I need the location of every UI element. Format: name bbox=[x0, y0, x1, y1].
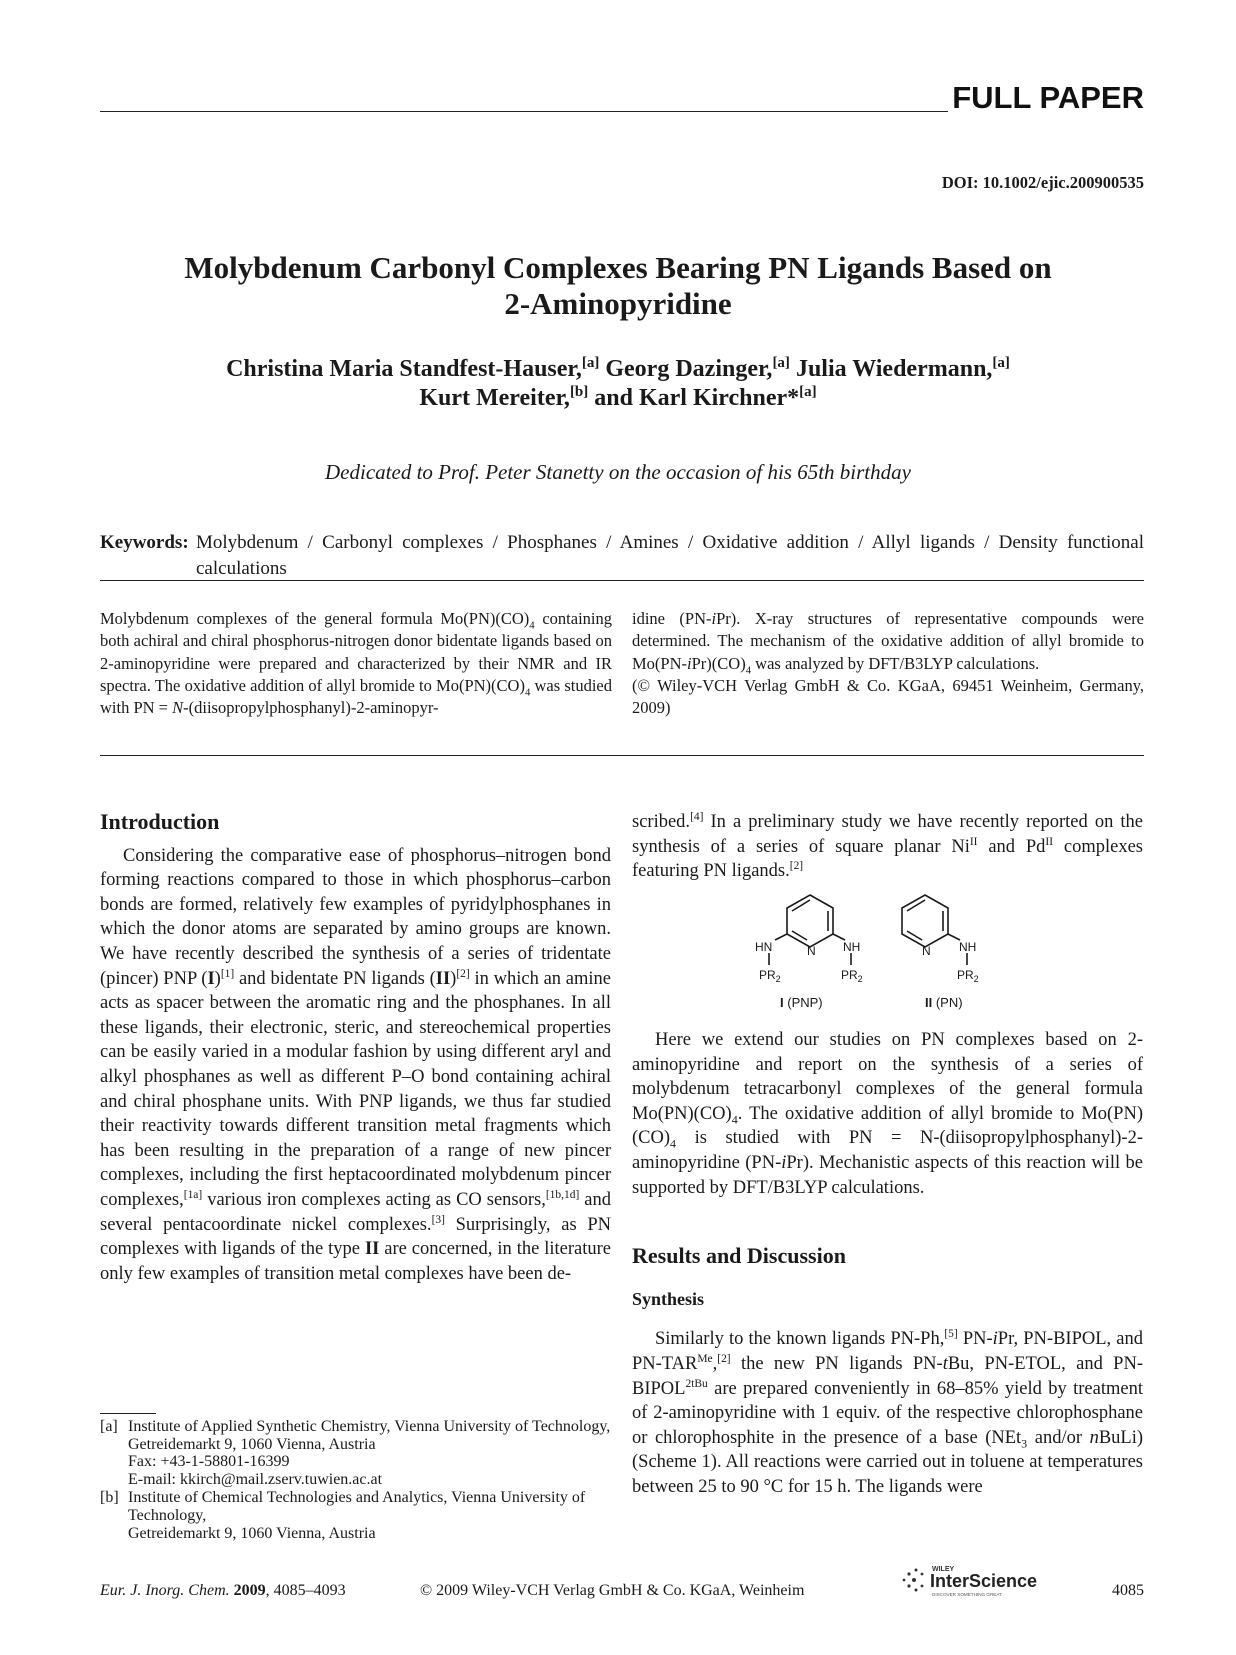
italic-text: i bbox=[711, 609, 717, 628]
italic-text: i bbox=[687, 653, 692, 673]
abstract-text: Pr). X-ray structures of representative compounds were determined. The mechanism of the oxidative addition of allyl bromide to Mo(PN- bbox=[632, 609, 1145, 673]
ligand-structures bbox=[755, 885, 1005, 1015]
superscript: II bbox=[969, 835, 978, 848]
citation[interactable]: [3] bbox=[431, 1213, 445, 1226]
dedication: Dedicated to Prof. Peter Stanetty on the occasion of his 65th birthday bbox=[325, 460, 911, 484]
affiliation-mark: [b] bbox=[100, 1489, 119, 1507]
pyridine-ring bbox=[787, 895, 833, 947]
author-name: Julia Wiedermann, bbox=[789, 356, 993, 382]
body-text: and several pentacoordinate nickel complexes. bbox=[100, 1189, 611, 1235]
affiliation-line: Institute of Chemical Technologies and Analytics, Vienna University of Technology, bbox=[128, 1489, 586, 1524]
pyridine-ring bbox=[902, 895, 948, 947]
body-text: In a preliminary study we have recently reported on the synthesis of a series of square planar Ni bbox=[632, 812, 1143, 857]
citation[interactable]: [1a] bbox=[183, 1188, 203, 1201]
body-text: the new PN ligands PN- bbox=[730, 1353, 943, 1374]
author-line bbox=[120, 355, 1116, 384]
author-name: Christina Maria Standfest-Hauser, bbox=[226, 356, 582, 382]
doi[interactable]: DOI: 10.1002/ejic.200900535 bbox=[941, 173, 1144, 192]
section-heading: Results and Discussion bbox=[632, 1243, 846, 1269]
n-label: N bbox=[807, 944, 816, 958]
affiliation-mark: [a] bbox=[581, 355, 600, 371]
subscript: 4 bbox=[670, 1137, 677, 1152]
body-text: is studied with PN = N-(diisopropylphosphanyl)-2-aminopyridine (PN- bbox=[632, 1128, 1143, 1173]
author-name: and Karl Kirchner* bbox=[588, 385, 800, 411]
nh-label: NH bbox=[959, 940, 977, 954]
subsection-heading: Synthesis bbox=[632, 1288, 705, 1309]
section-heading: Introduction bbox=[100, 809, 220, 834]
bold-text: II bbox=[364, 1239, 380, 1260]
title-line: 2-Aminopyridine bbox=[504, 286, 732, 321]
citation[interactable]: [2] bbox=[456, 967, 470, 980]
email-link[interactable]: E-mail: kkirch@mail.zserv.tuwien.ac.at bbox=[128, 1470, 383, 1488]
abstract-text: was analyzed by DFT/B3LYP calculations. bbox=[751, 653, 1040, 673]
italic-text: n bbox=[1089, 1427, 1099, 1448]
paragraph bbox=[632, 1327, 1143, 1499]
abstract-text: containing both achiral and chiral phosphorus-nitrogen donor bidentate ligands based on 2-aminopyridine were prepared and characterized by their NMR and IR spectra. The oxidative addition of allyl bromide to Mo(PN)(CO) bbox=[100, 609, 612, 695]
body-text: complexes featuring PN ligands. bbox=[632, 836, 1143, 882]
subscript: 4 bbox=[731, 1112, 738, 1127]
affiliation-line: Getreidemarkt 9, 1060 Vienna, Austria bbox=[128, 1524, 376, 1542]
bold-text: I bbox=[207, 968, 215, 989]
pr2-label: $PR_2$ bbox=[957, 968, 979, 984]
abstract-left bbox=[100, 608, 612, 719]
paragraph-continued bbox=[632, 810, 1143, 884]
wiley-interscience-logo bbox=[900, 1560, 1075, 1600]
n-label: N bbox=[922, 944, 931, 958]
pr2-label: $PR_2$ bbox=[759, 968, 781, 984]
body-text: BuLi) (Scheme 1). All reactions were carried out in toluene at temperatures between 25 to 90 °C for 15 h. The ligands were bbox=[632, 1427, 1144, 1497]
abstract-text: Pr)(CO) bbox=[691, 653, 746, 673]
body-text: Surprisingly, as PN complexes with ligands of the type bbox=[100, 1214, 611, 1260]
affiliations bbox=[100, 1418, 612, 1543]
scheme-label-i: I (PNP) bbox=[780, 995, 823, 1010]
keywords bbox=[100, 530, 1144, 582]
title-line: Molybdenum Carbonyl Complexes Bearing PN Ligands Based on bbox=[184, 250, 1052, 285]
footer-copyright: © 2009 Wiley-VCH Verlag GmbH & Co. KGaA, Weinheim bbox=[420, 1582, 805, 1599]
section-label: FULL PAPER bbox=[952, 80, 1144, 115]
abstract-bottom-rule bbox=[100, 755, 1144, 756]
journal-year: 2009 bbox=[233, 1582, 266, 1599]
affiliation-a bbox=[100, 1418, 612, 1488]
header-rule bbox=[100, 111, 948, 112]
affiliation-b bbox=[100, 1489, 612, 1542]
abstract-text: was studied with PN = bbox=[100, 675, 613, 718]
body-text: Pr, PN-BIPOL, and PN-TAR bbox=[632, 1329, 1144, 1374]
footnote-rule bbox=[100, 1413, 156, 1414]
page-number: 4085 bbox=[1112, 1582, 1144, 1599]
citation[interactable]: [4] bbox=[690, 810, 704, 823]
affiliation-mark: [a] bbox=[992, 355, 1010, 371]
bold-text: II bbox=[435, 968, 451, 989]
keywords-text: Molybdenum / Carbonyl complexes / Phosphanes / Amines / Oxidative addition / Allyl ligands / Density functional calculations bbox=[196, 532, 1144, 579]
abstract-text: -(diisopropylphosphanyl)-2-aminopyr- bbox=[183, 698, 439, 718]
body-text: Bu, PN-ETOL, and PN-BIPOL bbox=[632, 1353, 1143, 1399]
body-text: Similarly to the known ligands PN-Ph, bbox=[655, 1329, 945, 1350]
abstract-top-rule bbox=[100, 580, 1144, 581]
abstract-text: Molybdenum complexes of the general formula Mo(PN)(CO) bbox=[100, 609, 530, 628]
paper-title bbox=[120, 250, 1116, 322]
right-column-lower bbox=[632, 1028, 1143, 1500]
abstract-right bbox=[632, 608, 1144, 719]
body-text: ) bbox=[450, 968, 457, 989]
logo-wiley: WILEY bbox=[932, 1566, 955, 1573]
logo-interscience: InterScience bbox=[930, 1571, 1038, 1591]
hn-label: HN bbox=[755, 940, 773, 954]
superscript: 2tBu bbox=[685, 1377, 708, 1390]
citation[interactable]: [2] bbox=[717, 1352, 731, 1365]
paragraph bbox=[632, 1028, 1143, 1200]
body-text: various iron complexes acting as CO sensors, bbox=[202, 1189, 546, 1210]
body-text: and Pd bbox=[977, 836, 1046, 857]
affiliation-line: Fax: +43-1-58801-16399 bbox=[128, 1453, 290, 1471]
italic-text: N bbox=[172, 698, 184, 718]
right-column bbox=[632, 810, 1143, 884]
italic-text: i bbox=[781, 1152, 787, 1173]
author-name: Georg Dazinger, bbox=[599, 356, 773, 382]
body-text: ) bbox=[214, 968, 221, 989]
journal-pages: , 4085–4093 bbox=[265, 1582, 346, 1599]
body-text: , bbox=[712, 1353, 718, 1374]
affiliation-mark: [a] bbox=[772, 355, 790, 371]
subscript: 4 bbox=[529, 619, 535, 632]
body-text: PN- bbox=[957, 1329, 993, 1350]
subscript: 3 bbox=[1021, 1436, 1028, 1451]
body-text: and/or bbox=[1027, 1427, 1090, 1448]
citation[interactable]: [2] bbox=[789, 860, 804, 873]
scheme-label-ii: II (PN) bbox=[925, 995, 963, 1010]
abstract-text: idine (PN- bbox=[632, 609, 712, 628]
superscript: II bbox=[1045, 835, 1054, 848]
logo-tagline: DISCOVER SOMETHING GREAT bbox=[932, 1592, 1002, 1597]
nh-label: NH bbox=[843, 940, 861, 954]
author-name: Kurt Mereiter, bbox=[419, 385, 570, 411]
left-column bbox=[100, 810, 611, 1286]
body-text: scribed. bbox=[632, 812, 691, 832]
journal-name: Eur. J. Inorg. Chem. bbox=[100, 1582, 230, 1599]
affiliation-line: Institute of Applied Synthetic Chemistry, Vienna University of Technology, bbox=[128, 1418, 611, 1435]
author-list bbox=[120, 355, 1116, 413]
italic-text: t bbox=[942, 1353, 948, 1374]
body-text: Here we extend our studies on PN complexes based on 2-aminopyridine and report on the synthesis of a series of molybdenum tetracarbonyl complexes of the general formula Mo(PN)(CO) bbox=[632, 1030, 1143, 1124]
affiliation-mark: [a] bbox=[799, 384, 817, 400]
italic-text: i bbox=[992, 1329, 998, 1350]
body-text: and bidentate PN ligands ( bbox=[234, 968, 436, 989]
paragraph bbox=[100, 844, 611, 1287]
body-text: are prepared conveniently in 68–85% yield by treatment of 2-aminopyridine with 1 equiv. of the respective chlorophosphane or chlorophosphite in the presence of a base (NEt bbox=[632, 1378, 1143, 1448]
body-text: . The oxidative addition of allyl bromide to Mo(PN)(CO) bbox=[632, 1103, 1143, 1149]
pr2-label: $PR_2$ bbox=[841, 968, 863, 984]
superscript: Me bbox=[697, 1352, 713, 1365]
author-line bbox=[120, 384, 1116, 413]
affiliation-mark: [a] bbox=[100, 1418, 118, 1435]
subscript: 4 bbox=[524, 686, 531, 699]
journal-citation bbox=[100, 1582, 346, 1600]
citation[interactable]: [5] bbox=[944, 1328, 958, 1341]
body-text: are concerned, in the literature only few examples of transition metal complexes have been de- bbox=[100, 1239, 611, 1284]
subscript: 4 bbox=[745, 663, 752, 676]
affiliation-mark: [b] bbox=[569, 384, 589, 400]
abstract-copyright: (© Wiley-VCH Verlag GmbH & Co. KGaA, 69451 Weinheim, Germany, 2009) bbox=[632, 675, 1144, 718]
body-text: in which an amine acts as spacer between the aromatic ring and the phosphanes. In all these ligands, their electronic, steric, and stereochemical properties can be easily varied in a modular fashion by using different aryl and alkyl phosphanes as well as different P–O bond containing achiral and chiral phosphane units. With PNP ligands, we thus far studied their reactivity towards different transition metal fragments which has been resulting in the preparation of a range of new pincer complexes, including the first heptacoordinated molybdenum pincer complexes, bbox=[100, 968, 612, 1210]
affiliation-line: Getreidemarkt 9, 1060 Vienna, Austria bbox=[128, 1435, 376, 1453]
body-text: Pr). Mechanistic aspects of this reaction will be supported by DFT/B3LYP calculations. bbox=[632, 1152, 1143, 1198]
citation[interactable]: [1b,1d] bbox=[545, 1188, 580, 1201]
body-text: Considering the comparative ease of phosphorus–nitrogen bond forming reactions compared to those in which phosphorus–carbon bonds are formed, relatively few examples of pyridylphosphanes in which the donor atoms are separated by amino groups are known. We have recently described the synthesis of a series of tridentate (pincer) PNP ( bbox=[100, 845, 611, 989]
citation[interactable]: [1] bbox=[220, 967, 235, 980]
keywords-label: Keywords: bbox=[100, 532, 189, 553]
